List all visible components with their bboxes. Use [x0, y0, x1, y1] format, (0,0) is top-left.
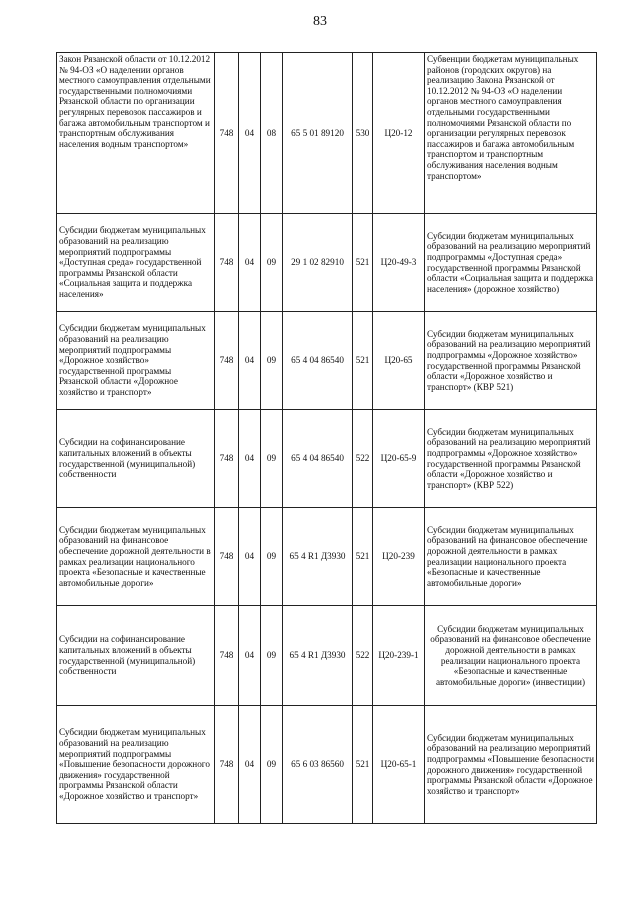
- row-vr: 522: [353, 410, 373, 508]
- table-row: [57, 706, 597, 824]
- row-razdel: 04: [239, 410, 261, 508]
- row-vr: 530: [353, 53, 373, 214]
- row-csr: 65 5 01 89120: [283, 53, 353, 214]
- table-row: [57, 312, 597, 410]
- row-grbs: 748: [215, 410, 239, 508]
- row-description: Субсидии бюджетам муниципальных образований на реализацию мероприятий подпрограммы «Доступная среда» государственной программы Рязанской области «Социальная защита и поддержка населения» (дорожное хозяйство): [425, 214, 597, 312]
- row-razdel: 04: [239, 606, 261, 706]
- table-row: [57, 508, 597, 606]
- row-name: Субсидии бюджетам муниципальных образований на реализацию мероприятий подпрограммы «Повышение безопасности дорожного движения» государственной программы Рязанской области «Дорожное хозяйство и транспорт»: [57, 706, 215, 824]
- table-row: [57, 214, 597, 312]
- row-podrazdel: 09: [261, 410, 283, 508]
- row-vr: 521: [353, 706, 373, 824]
- row-podrazdel: 09: [261, 214, 283, 312]
- row-code: Ц20-49-3: [373, 214, 425, 312]
- row-grbs: 748: [215, 53, 239, 214]
- row-grbs: 748: [215, 214, 239, 312]
- row-vr: 521: [353, 214, 373, 312]
- row-csr: 29 1 02 82910: [283, 214, 353, 312]
- budget-classification-table: [56, 52, 597, 824]
- table-row: [57, 410, 597, 508]
- row-name: Субсидии бюджетам муниципальных образований на реализацию мероприятий подпрограммы «Доступная среда» государственной программы Рязанской области «Социальная защита и поддержка населения»: [57, 214, 215, 312]
- row-grbs: 748: [215, 508, 239, 606]
- row-razdel: 04: [239, 312, 261, 410]
- row-razdel: 04: [239, 53, 261, 214]
- row-podrazdel: 09: [261, 312, 283, 410]
- row-name: Субсидии бюджетам муниципальных образований на реализацию мероприятий подпрограммы «Дорожное хозяйство» государственной программы Рязанской области «Дорожное хозяйство и транспорт»: [57, 312, 215, 410]
- row-podrazdel: 09: [261, 606, 283, 706]
- row-vr: 521: [353, 508, 373, 606]
- row-description: Субсидии бюджетам муниципальных образований на финансовое обеспечение дорожной деятельности в рамках реализации национального проекта «Безопасные и качественные автомобильные дороги» (инвестиции): [425, 606, 597, 706]
- row-razdel: 04: [239, 214, 261, 312]
- row-csr: 65 4 R1 Д3930: [283, 606, 353, 706]
- row-description: Субвенции бюджетам муниципальных районов (городских округов) на реализацию Закона Рязанской от 10.12.2012 № 94-ОЗ «О наделении органов местного самоуправления отдельными государственными полномочиями Рязанской области по организации регулярных перевозок пассажиров и багажа автомобильным транспортом и транспортным обслуживания населения водным транспортом»: [425, 53, 597, 214]
- row-grbs: 748: [215, 312, 239, 410]
- row-razdel: 04: [239, 706, 261, 824]
- row-code: Ц20-12: [373, 53, 425, 214]
- row-code: Ц20-65-1: [373, 706, 425, 824]
- row-code: Ц20-65: [373, 312, 425, 410]
- table-row: [57, 606, 597, 706]
- row-podrazdel: 09: [261, 706, 283, 824]
- row-csr: 65 4 04 86540: [283, 410, 353, 508]
- row-name: Субсидии бюджетам муниципальных образований на финансовое обеспечение дорожной деятельности в рамках реализации национального проекта «Безопасные и качественные автомобильные дороги»: [57, 508, 215, 606]
- row-csr: 65 4 04 86540: [283, 312, 353, 410]
- row-vr: 521: [353, 312, 373, 410]
- row-podrazdel: 09: [261, 508, 283, 606]
- row-grbs: 748: [215, 606, 239, 706]
- row-code: Ц20-239-1: [373, 606, 425, 706]
- row-name: Субсидии на софинансирование капитальных вложений в объекты государственной (муниципальной) собственности: [57, 606, 215, 706]
- row-csr: 65 6 03 86560: [283, 706, 353, 824]
- table-row: [57, 53, 597, 214]
- row-csr: 65 4 R1 Д3930: [283, 508, 353, 606]
- page-number: 83: [313, 14, 327, 29]
- row-name: Субсидии на софинансирование капитальных вложений в объекты государственной (муниципальной) собственности: [57, 410, 215, 508]
- row-description: Субсидии бюджетам муниципальных образований на реализацию мероприятий подпрограммы «Дорожное хозяйство» государственной программы Рязанской области «Дорожное хозяйство и транспорт» (КВР 522): [425, 410, 597, 508]
- row-code: Ц20-65-9: [373, 410, 425, 508]
- row-vr: 522: [353, 606, 373, 706]
- row-description: Субсидии бюджетам муниципальных образований на реализацию мероприятий подпрограммы «Повышение безопасности дорожного движения» государственной программы Рязанской области «Дорожное хозяйство и транспорт»: [425, 706, 597, 824]
- row-podrazdel: 08: [261, 53, 283, 214]
- row-description: Субсидии бюджетам муниципальных образований на финансовое обеспечение дорожной деятельности в рамках реализации национального проекта «Безопасные и качественные автомобильные дороги»: [425, 508, 597, 606]
- row-razdel: 04: [239, 508, 261, 606]
- row-name: Закон Рязанской области от 10.12.2012 № 94-ОЗ «О наделении органов местного самоуправления отдельными государственными полномочиями Рязанской области по организации регулярных перевозок пассажиров и багажа автомобильным транспортом и транспортным обслуживания населения водным транспортом»: [57, 53, 215, 214]
- row-grbs: 748: [215, 706, 239, 824]
- row-description: Субсидии бюджетам муниципальных образований на реализацию мероприятий подпрограммы «Дорожное хозяйство» государственной программы Рязанской области «Дорожное хозяйство и транспорт» (КВР 521): [425, 312, 597, 410]
- row-code: Ц20-239: [373, 508, 425, 606]
